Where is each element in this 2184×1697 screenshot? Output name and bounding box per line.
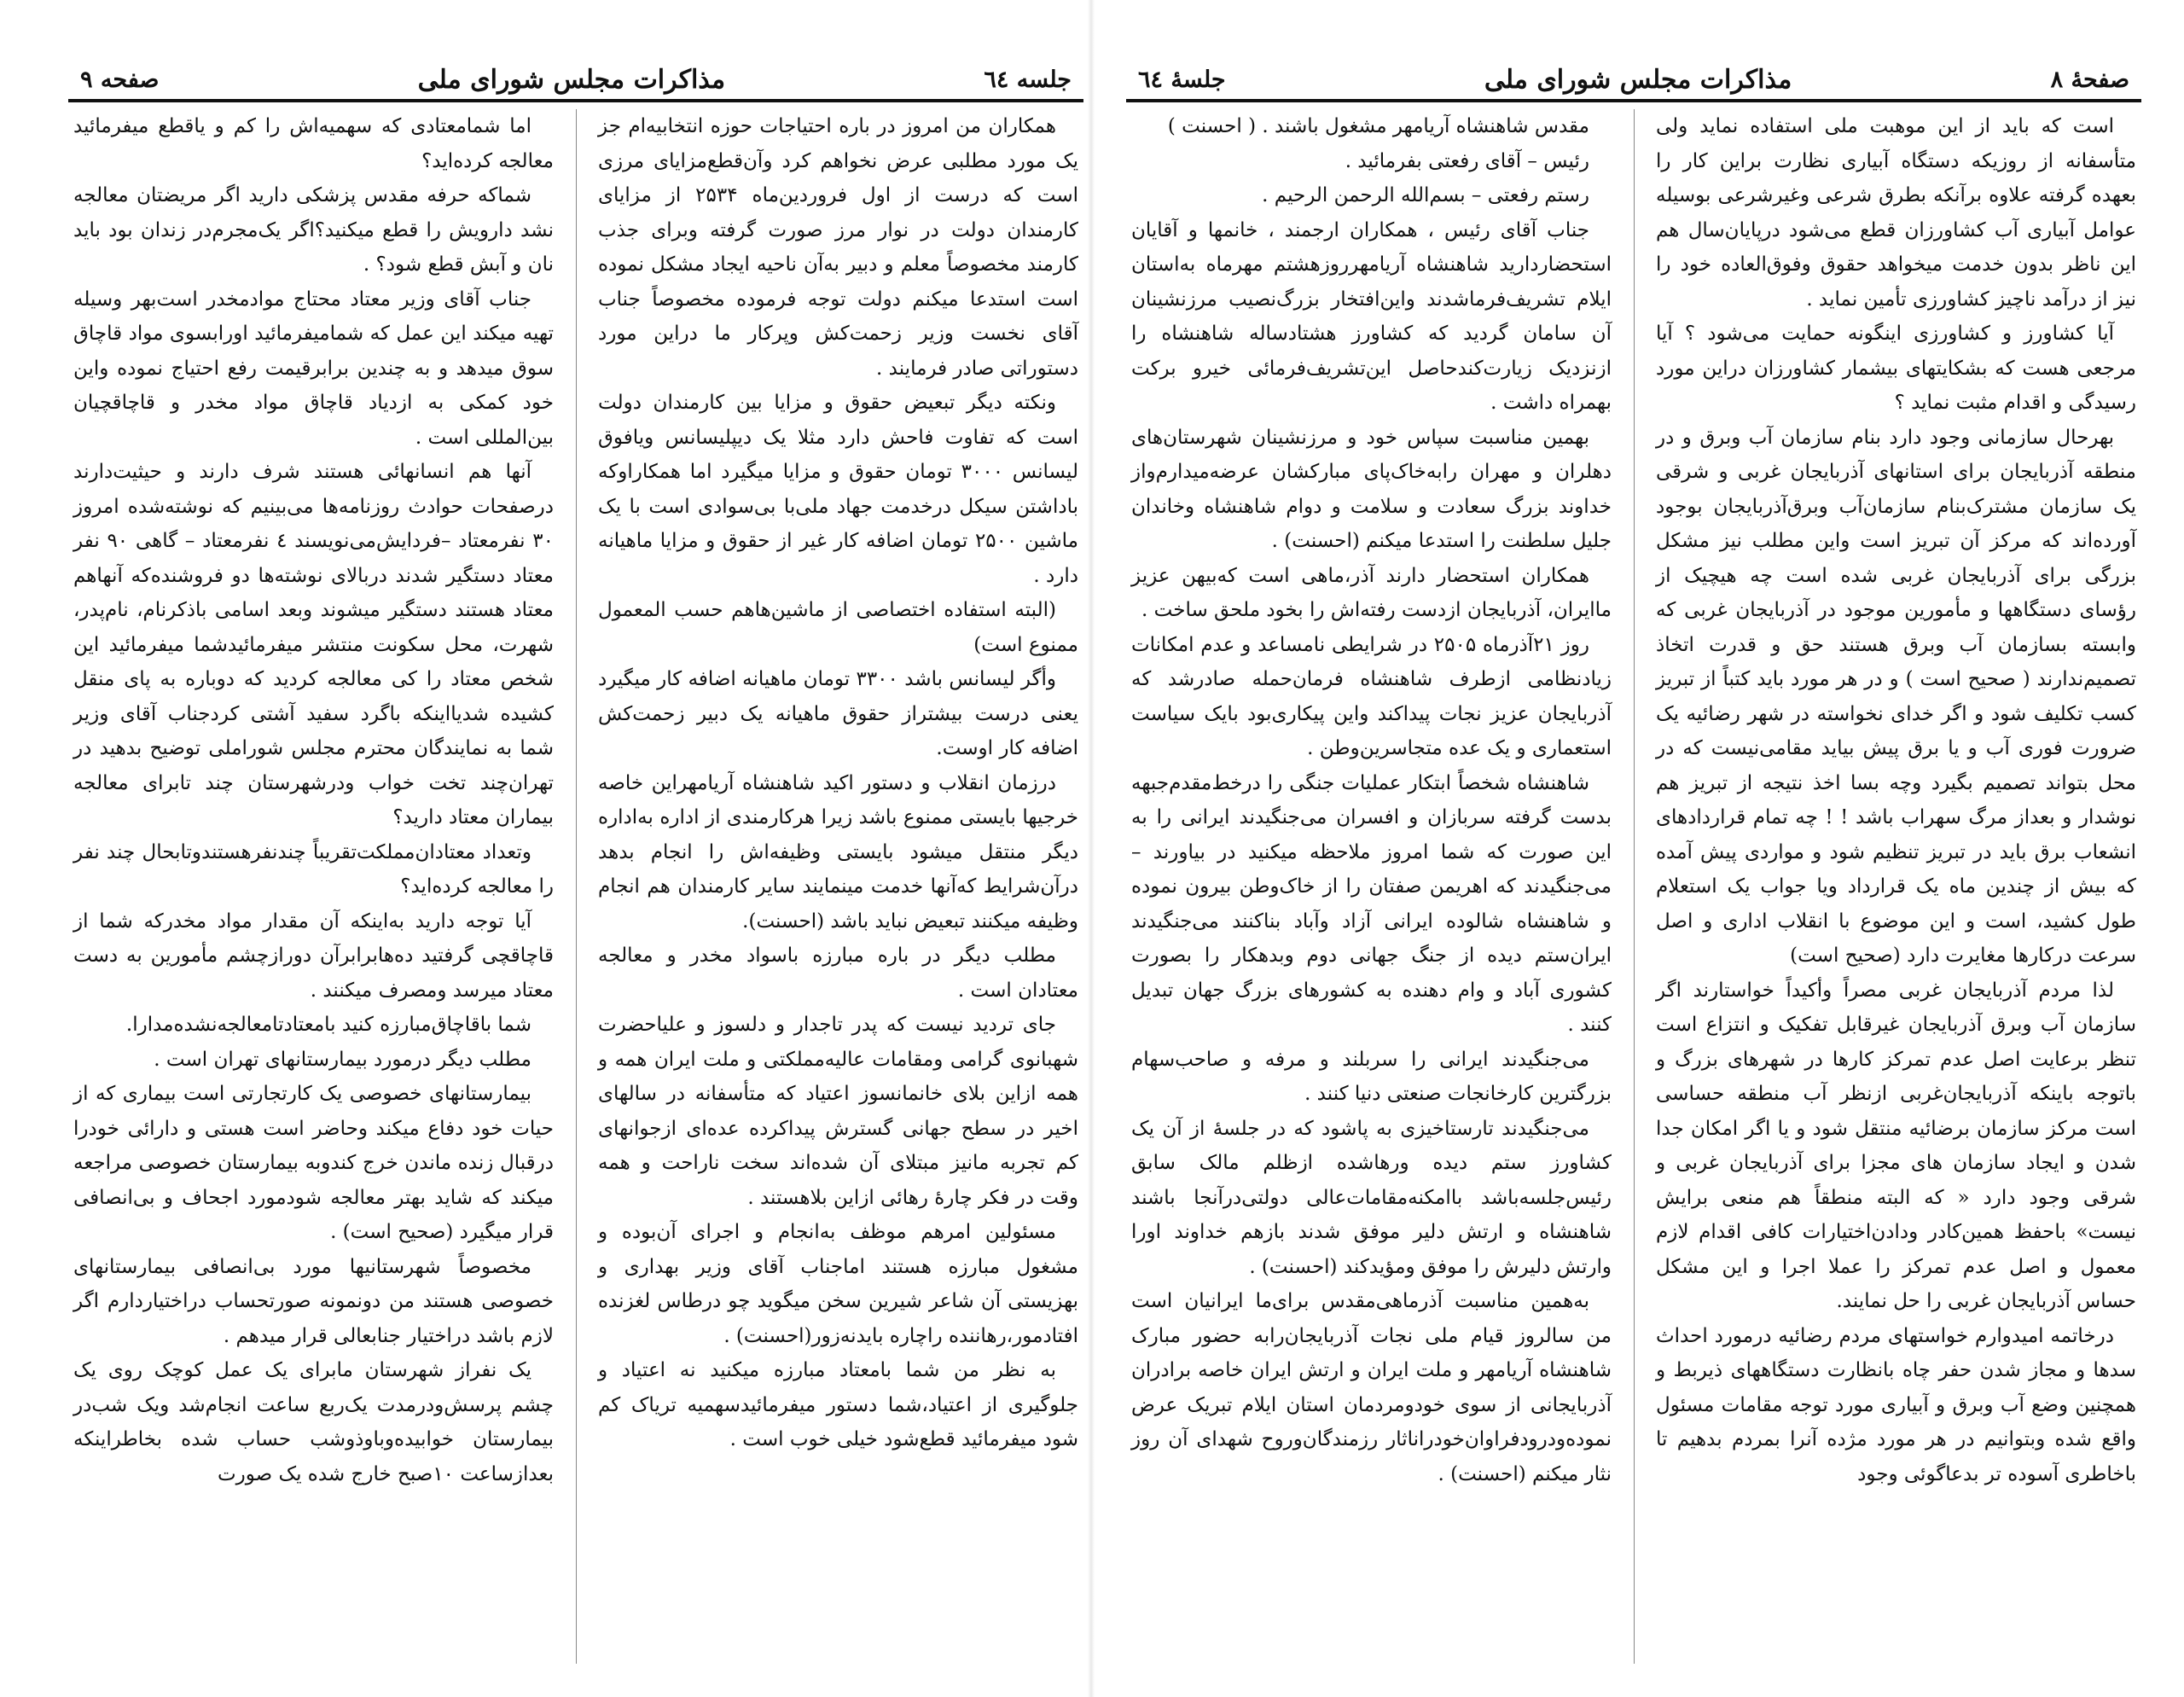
session-label: جلسهٔ ٦٤ <box>1138 66 1226 93</box>
page-label: صفحهٔ ۸ <box>2050 66 2129 93</box>
paragraph: می‌جنگیدند تارستاخیزی به پاشود که در جلسهٔ از آن یک کشاورز ستم دیده ورهاشده ازظلم مالک سابق رئیس‌جلسه‌باشد باامکنه‌مقامات‌عالی دولتی‌درآنجا باشند شاهنشاه و ارتش دلیر موفق شدند بازهم خداوند اورا وارتش دلیرش را موفق ومؤیدکند (احسنت) . <box>1131 1117 1612 1278</box>
page-header <box>1126 60 2141 102</box>
paragraph: همکاران استحضار دارند آذر،ماهی است که‌بیهن عزیز ماایران، آذربایجان ازدست رفته‌اش را بخود ملحق ساخت . <box>1131 564 1612 621</box>
column-gutter <box>559 109 593 1664</box>
paragraph: مقدس شاهنشاه آریامهر مشغول باشند . ( احسنت ) <box>1167 115 1589 137</box>
page-nine <box>68 60 1083 1664</box>
paragraph: (البته استفاده اختصاصی از ماشین‌هاهم حسب المعمول ممنوع است) <box>598 599 1078 656</box>
publication-title: مذاکرات مجلس شورای ملی <box>1484 64 1792 95</box>
paragraph: جناب آقای وزیر معتاد محتاج موادمخدر است‌بهر وسیله تهیه میکند این عمل که شمامیفرمائید اورابسوی مواد قاچاق سوق میدهد و به چندین برابرقیمت رفع احتیاج نموده واین خود کمکی به ازدیاد قاچاق مواد مخدر و قاچاقچیان بین‌المللی است . <box>73 288 554 449</box>
paragraph: وتعداد معتادان‌مملکت‌تقریباً چندنفرهستندوتابحال چند نفر را معالجه کرده‌اید؟ <box>73 840 554 898</box>
paragraph: همکاران من امروز در باره احتیاجات حوزه انتخابیه‌ام جز یک مورد مطلبی عرض نخواهم کرد وآن‌قطع‌مزایای مرزی است که درست از اول فروردین‌ماه ۲۵۳۴ از مزایای کارمندان دولت در نوار مرز صورت گرفته وبرای جذب کارمند مخصوصاً معلم و دبیر به‌آن ناحیه ایجاد مشکل نموده است استدعا میکنم دولت توجه فرموده مخصوصاً جناب آقای نخست وزیر زحمت‌کش وپرکار ما دراین مورد دستوراتی صادر فرمایند . <box>598 115 1079 380</box>
paragraph: اما شمامعتادی که سهمیه‌اش را کم و یاقطع میفرمائید معالجه کرده‌اید؟ <box>73 115 554 172</box>
paragraph: رستم رفعتی – بسم‌الله الرحمن الرحیم . <box>1262 184 1589 206</box>
session-label: جلسه ٦٤ <box>984 66 1072 93</box>
publication-title: مذاکرات مجلس شورای ملی <box>417 64 726 95</box>
paragraph: شما باقاچاق‌مبارزه کنید بامعتادتامعالجه‌نشده‌مدارا. <box>125 1014 531 1036</box>
paragraph: به‌همین مناسبت آذرماهی‌مقدس برای‌ما ایرانیان است من سالروز قیام ملی نجات آذربایجان‌رابه حضور مبارک شاهنشاه آریامهر و ملت ایران و ارتش ایران خاصه برادران آذربایجانی از سوی خودومردمان استان ایلام تبریک عرض نموده‌ودرودفراوان‌خودراناثار رزمندگان‌وروح شهدای آن روز نثار میکنم (احسنت) . <box>1131 1290 1612 1485</box>
center-binding <box>1088 0 1095 1697</box>
paragraph: درخاتمه امیدوارم خواستهای مردم رضائیه درمورد احداث سدها و مجاز شدن حفر چاه بانظارت دستگاههای ذیربط و همچنین وضع آب وبرق و آبیاری مورد توجه مقامات مسئول واقع شده وبتوانیم در هر مورد مژده آنرا بمردم بدهیم تا باخاطری آسوده تر بدعاگوئی وجود <box>1656 1324 2136 1485</box>
paragraph: یک نفراز شهرستان مابرای یک عمل کوچک روی یک چشم پرسش‌ودرمدت یک‌ربع ساعت انجام‌شد ویک شب‌در بیمارستان خوابیده‌وباوذوشب حساب شده بخاطراینکه بعدازساعت ۱۰صبح خارج شده یک صورت <box>73 1359 554 1485</box>
paragraph: می‌جنگیدند ایرانی را سربلند و مرفه و صاحب‌سهام بزرگترین کارخانجات صنعتی دنیا کنند . <box>1131 1048 1612 1105</box>
column-left <box>68 109 559 1664</box>
paragraph: به نظر من شما بامعتاد مبارزه میکنید نه اعتیاد و جلوگیری از اعتیاد،شما دستور میفرمائیدسهمیه تریاک کم شود میفرمائید قطع‌شود خیلی خوب است . <box>598 1359 1078 1450</box>
paragraph: مسئولین امرهم موظف به‌انجام و اجرای آن‌بوده و مشغول مبارزه هستند اماجناب آقای وزیر بهداری و بهزیستی آن شاعر شیرین سخن میگوید چو درطاس لغزنده افتادمور،رهاننده راچاره بایدنه‌زور(احسنت) . <box>598 1221 1078 1347</box>
column-gutter <box>1617 109 1651 1664</box>
column-left <box>1126 109 1617 1664</box>
paragraph: آیا کشاورز و کشاورزی اینگونه حمایت می‌شود ؟ آیا مرجعی هست که بشکایتهای بیشمار کشاورزان دراین مورد رسیدگی و اقدام مثبت نماید ؟ <box>1656 323 2136 414</box>
paragraph: شاهنشاه شخصاً ابتکار عملیات جنگی را درخط‌مقدم‌جبهه بدست گرفته سربازان و افسران می‌جنگیدند ایرانی را به این صورت که شما امروز ملاحظه میکنید در بیاورند – می‌جنگیدند که اهریمن صفتان را از خاک‌وطن بیرون نموده و شاهنشاه شالوده ایرانی آزاد وآباد بنا‌کنند می‌جنگیدند ایران‌ستم دیده از جنگ جهانی دوم وبدهکار را بصورت کشوری آباد و وام دهنده به کشورهای بزرگ جهان تبدیل کنند . <box>1131 771 1612 1036</box>
paragraph: است که باید از این موهبت ملی استفاده نماید ولی متأسفانه از روزیکه دستگاه آبیاری نظارت براین کار را بعهده گرفته علاوه برآنکه بطرق شرعی وغیرشرعی بوسیله عوامل آبیاری آب کشاورزان قطع می‌شود درپایان‌سال هم این ناظر بدون خدمت میخواهد حقوق وفوق‌العاده خود را نیز از درآمد ناچیز کشاورزی تأمین نماید . <box>1656 115 2136 311</box>
page-eight <box>1126 60 2141 1664</box>
paragraph: ونکته دیگر تبعیض حقوق و مزایا بین کارمندان دولت است که تفاوت فاحش دارد مثلا یک دیپلیسانس ویافوق لیسانس ۳۰۰۰ تومان حقوق و مزایا میگیرد اما همکاراوکه باداشتن سیکل درخدمت جهاد ملی‌با بی‌سوادی است با یک ماشین ۲۵۰۰ تومان اضافه کار غیر از حقوق و مزایا ماهیانه دارد . <box>598 392 1079 587</box>
paragraph: مطلب دیگر در باره مبارزه باسواد مخدر و معالجه معتادان است . <box>598 944 1078 1002</box>
paragraph: رئیس – آقای رفعتی بفرمائید . <box>1345 149 1589 172</box>
text-columns <box>1126 109 2141 1664</box>
paragraph: آنها هم انسانهائی هستند شرف دارند و حیثیت‌دارند درصفحات حوادث روزنامه‌ها می‌بینیم که نوشته‌شده امروز ۳۰ نفرمعتاد –فردایش‌می‌نویسند ٤ نفرمعتاد – گاهی ۹۰ نفر معتاد دستگیر شدند دربالای نوشته‌ها دو فروشنده‌که آنهاهم معتاد هستند دستگیر میشوند وبعد اسامی باذکرنام، نام‌پدر، شهرت، محل سکونت منتشر میفرمائیدشما میفرمائید این شخص معتاد را کی معالجه کردید که دوباره به پای منقل کشیده شدیااینکه باگرد سفید آشتی کردجناب آقای وزیر شما به نمایندگان محترم مجلس شوراملی توضیح بدهید در تهران‌چند تخت خواب ودرشهرستان چند تابرای معالجه بیماران معتاد دارید؟ <box>73 461 554 828</box>
paragraph: بهمین مناسبت سپاس خود و مرزنشینان شهرستان‌های دهلران و مهران رابه‌خاک‌پای مبارکشان عرضه‌میدارم‌واز خداوند بزرگ سعادت و سلامت و دوام شاهنشاه وخاندان جلیل سلطنت را استدعا میکنم (احسنت) . <box>1131 426 1612 552</box>
paragraph: روز ۲۱آذرماه ۲۵۰۵ در شرایطی نامساعد و عدم امکانات زیادنظامی ازطرف شاهنشاه فرمان‌حمله صادرشد که آذربایجان عزیز نجات پیداکند واین پیکاری‌بود بایک سیاست استعماری و یک عده متجاسرین‌وطن . <box>1131 633 1612 759</box>
paragraph: بهرحال سازمانی وجود دارد بنام سازمان آب وبرق و در منطقه آذربایجان برای استانهای آذربایجان غربی و شرقی یک سازمان مشترک‌بنام سازمان‌آب وبرق‌آذربایجان بوجود آورده‌اند که مرکز آن تبریز است واین مطلب نیز مشکل بزرگی برای آذربایجان غربی شده است چه هیچیک از رؤسای دستگاهها و مأمورین موجود در آذربایجان غربی که وابسته بسازمان آب وبرق هستند حق و قدرت اتخاذ تصمیم‌ندارند ( صحیح است ) و در هر مورد باید کتباً از تبریز کسب تکلیف شود و اگر خدای نخواسته در شهر رضائیه یک ضرورت فوری آب و یا برق پیش بیاید مقامی‌نیست که در محل بتواند تصمیم بگیرد وچه بسا اخذ نتیجه از تبریز هم نوشدار و بعداز مرگ سهراب باشد ! ! چه تمام قراردادهای انشعاب برق باید در تبریز تنظیم شود و مواردی پیش آمده که بیش از چندین ماه یک قرارداد ویا جواب یک استعلام طول کشید، است و این موضوع با انقلاب اداری و اصل سرعت درکارها مغایرت دارد (صحیح است) <box>1656 426 2136 967</box>
paragraph: وأگر لیسانس باشد ۳۳۰۰ تومان ماهیانه اضافه کار میگیرد یعنی درست بیشتراز حقوق ماهیانه یک دبیر زحمت‌کش اضافه کار اوست. <box>598 668 1078 759</box>
paragraph: جناب آقای رئیس ، همکاران ارجمند ، خانمها و آقایان استحضاردارید شاهنشاه آریامهرروزهشتم مهرماه به‌استان ایلام تشریف‌فرماشدند واین‌افتخار بزرگ‌نصیب مرزنشینان آن سامان گردید که کشاورز هشتادساله شاهنشاه را ازنزدیک زیارت‌کندحاصل این‌تشریف‌فرمائی خیرو برکت بهمراه داشت . <box>1131 218 1612 414</box>
column-right <box>1651 109 2141 1664</box>
paragraph: درزمان انقلاب و دستور اکید شاهنشاه آریامهراین خاصه خرجیها بایستی ممنوع باشد زیرا هرکارمندی از اداره به‌اداره دیگر منتقل میشود بایستی وظیفه‌اش را انجام بدهد درآن‌شرایط که‌آنها خدمت مینمایند سایر کارمندان هم انجام وظیفه میکنند تبعیض نباید باشد (احسنت). <box>598 771 1078 933</box>
paragraph: مخصوصاً شهرستانیها مورد بی‌انصافی بیمارستانهای خصوصی هستند من دونمونه صورتحساب دراختیاردارم اگر لازم باشد دراختیار جنابعالی قرار میدهم . <box>73 1255 554 1347</box>
paragraph: لذا مردم آذربایجان غربی مصراً وأکیداً خواستارند اگر سازمان آب وبرق آذربایجان غیرقابل تفکیک و انتزاع است تنظر برعایت اصل عدم تمرکز کارها در شهرهای بزرگ و باتوجه باینکه آذربایجان‌غربی ازنظر آب منطقه حساسی است مرکز سازمان برضائیه منتقل شود و یا اگر امکان جدا شدن و ایجاد سازمان های مجزا برای آذربایجان غربی و شرقی وجود دارد « که البته منطقاً هم منعی برایش نیست» باحفظ همین‌کادر ودادن‌اختیارات کافی اقدام لازم معمول و اصل عدم تمرکز را عملا اجرا و این مشکل حساس آذربایجان غربی را حل نمایند. <box>1656 979 2136 1312</box>
text-columns <box>68 109 1083 1664</box>
paragraph: شماکه حرفه مقدس پزشکی دارید اگر مریضتان معالجه نشد دارویش را قطع میکنید؟اگر یک‌مجرم‌در زندان بود باید نان و آبش قطع شود؟ . <box>73 184 554 276</box>
paragraph: بیمارستانهای خصوصی یک کارتجارتی است بیماری که از حیات خود دفاع میکند وحاضر است هستی و دارائی خودرا درقبال زنده ماندن خرج کندوبه بیمارستان خصوصی مراجعه میکند که شاید بهتر معالجه شودمورد اجحاف و بی‌انصافی قرار میگیرد (صحیح است) . <box>73 1083 554 1243</box>
paragraph: مطلب دیگر درمورد بیمارستانهای تهران است . <box>154 1048 531 1071</box>
page-header <box>68 60 1083 102</box>
column-right <box>593 109 1083 1664</box>
paragraph: جای تردید نیست که پدر تاجدار و دلسوز و علیاحضرت شهبانوی گرامی ومقامات عالیه‌مملکتی و ملت ایران همه و همه ازاین بلای خانمانسوز اعتیاد که متأسفانه در سالهای اخیر در سطح جهانی گسترش پیداکرده عده‌ای ازجوانهای کم تجربه مانیز مبتلای آن شده‌اند سخت ناراحت و همه وقت در فکر چارهٔ رهائی ازاین بلاهستند . <box>598 1014 1078 1209</box>
page-label: صفحه ۹ <box>80 66 160 93</box>
paragraph: آیا توجه دارید به‌اینکه آن مقدار مواد مخدرکه شما از قاچاقچی گرفتید ده‌هابرابرآن دوراز‌چشم مأمورین به دست معتاد میرسد ومصرف میکنند . <box>73 910 554 1002</box>
